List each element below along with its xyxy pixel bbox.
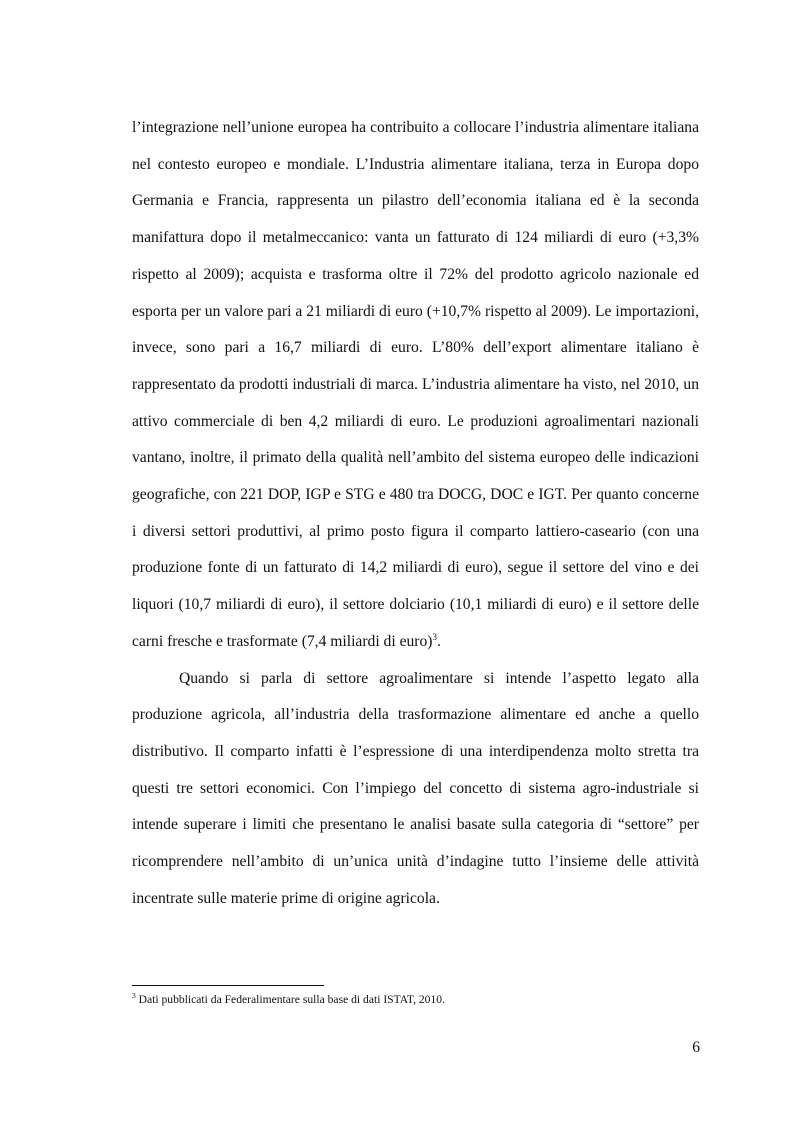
footnote-text: Dati pubblicati da Federalimentare sulla base di dati ISTAT, 2010.	[135, 993, 445, 1006]
paragraph-2: Quando si parla di settore agroalimentare si intende l’aspetto legato alla produzione agricola, all’industria della trasformazione alimentare ed anche a quello distributivo. Il comparto infatti è l’espressione di una interdipendenza molto stretta tra questi tre settori economici. Con l’impiego del concetto di sistema agro-industriale si intende superare i limiti che presentano le analisi basate sulla categoria di “settore” per ricomprendere nell’ambito di un’unica unità d’indagine tutto l’insieme delle attività incentrate sulle materie prime di origine agricola.	[132, 669, 699, 907]
paragraph-1-text: l’integrazione nell’unione europea ha contribuito a collocare l’industria alimentare italiana nel contesto europeo e mondiale. L’Industria alimentare italiana, terza in Europa dopo Germania e Francia, rappresenta un pilastro dell’economia italiana ed è la seconda manifattura dopo il metalmeccanico: vanta un fatturato di 124 miliardi di euro (+3,3% rispetto al 2009); acquista e trasforma oltre il 72% del prodotto agricolo nazionale ed esporta per un valore pari a 21 miliardi di euro (+10,7% rispetto al 2009). Le importazioni, invece, sono pari a 16,7 miliardi di euro. L’80% dell’export alimentare italiano è rappresentato da prodotti industriali di marca. L’industria alimentare ha visto, nel 2010, un attivo commerciale di ben 4,2 miliardi di euro. Le produzioni agroalimentari nazionali vantano, inoltre, il primato della qualità nell’ambito del sistema europeo delle indicazioni geografiche, con 221 DOP, IGP e STG e 480 tra DOCG, DOC e IGT. Per quanto concerne i diversi settori produttivi, al primo posto figura il comparto lattiero-caseario (con una produzione fonte di un fatturato di 14,2 miliardi di euro), segue il settore del vino e dei liquori (10,7 miliardi di euro), il settore dolciario (10,1 miliardi di euro) e il settore delle carni fresche e trasformate (7,4 miliardi di euro)	[132, 119, 699, 650]
page-number: 6	[692, 1039, 700, 1056]
paragraph-1-end: .	[436, 632, 441, 650]
footnote	[132, 992, 699, 1008]
paragraph-1	[132, 110, 699, 661]
footnote-marker: 3	[132, 991, 136, 1001]
footnote-reference[interactable]: 3	[432, 631, 437, 642]
footnote-divider	[132, 985, 324, 986]
body-text	[132, 110, 699, 917]
